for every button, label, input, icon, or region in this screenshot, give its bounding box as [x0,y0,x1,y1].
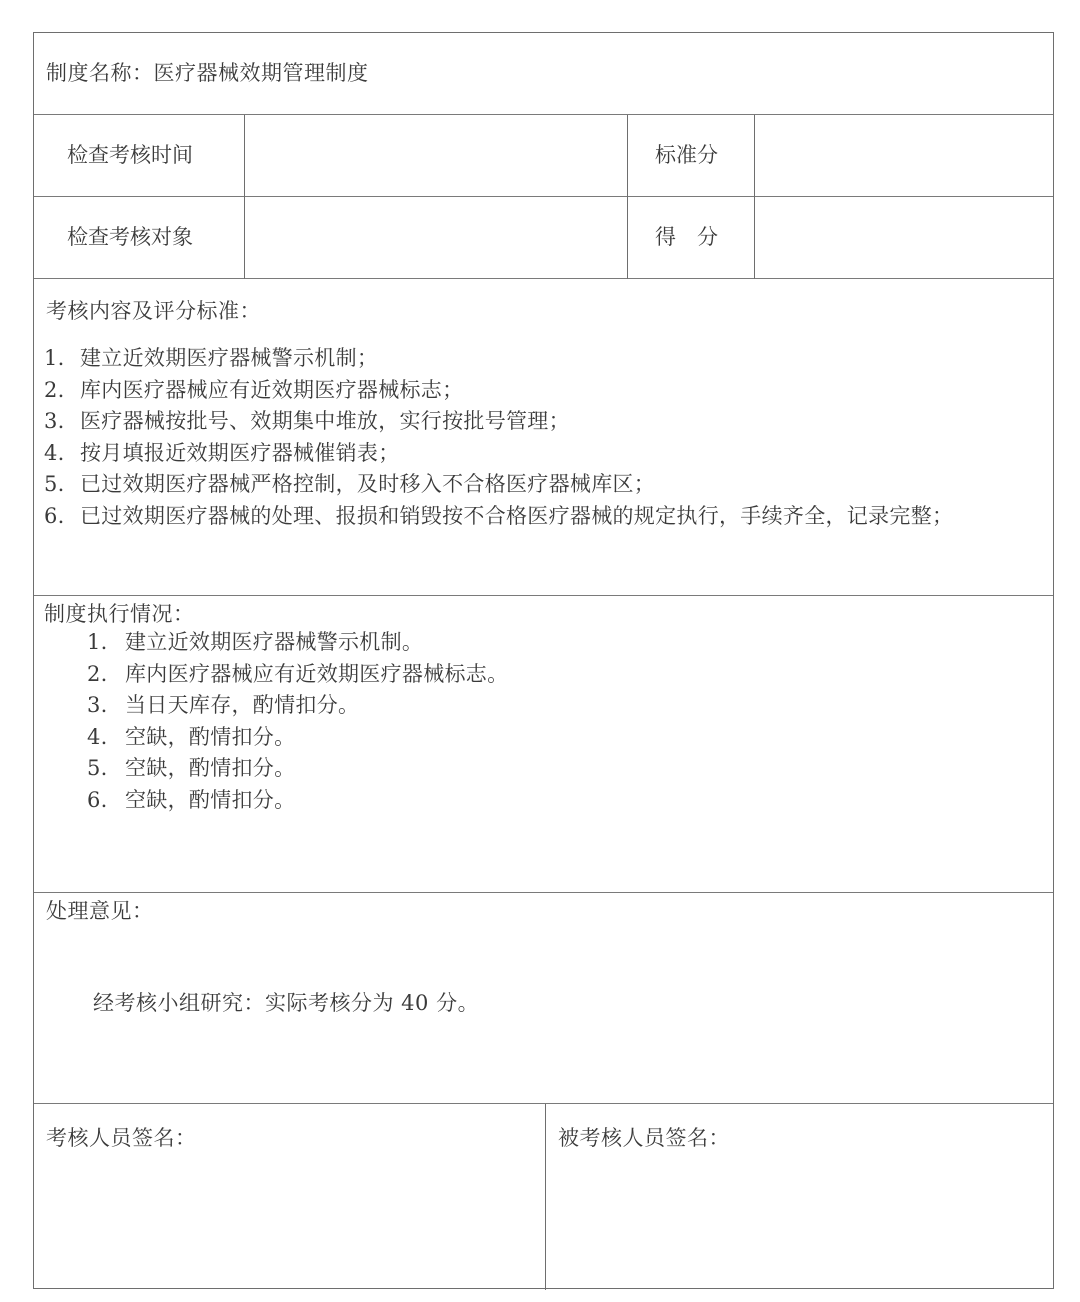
list-item: 5. 空缺，酌情扣分。 [87,756,296,781]
divider [244,115,245,279]
divider [34,196,1053,197]
opinion-heading: 处理意见： [46,899,154,923]
execution-heading: 制度执行情况： [44,602,195,626]
list-item: 6. 已过效期医疗器械的处理、报损和销毁按不合格医疗器械的规定执行，手续齐全，记录完整； [44,503,954,528]
standard-score-field[interactable] [756,116,1054,196]
inspection-target-field[interactable] [246,198,628,278]
divider [545,1104,546,1290]
divider [34,114,1053,115]
obtained-score-field[interactable] [756,198,1054,278]
list-item: 6. 空缺，酌情扣分。 [87,787,296,812]
divider [34,595,1053,596]
execution-list [87,627,508,817]
divider [34,1103,1053,1104]
inspection-form [33,32,1054,1289]
list-item: 5. 已过效期医疗器械严格控制，及时移入不合格医疗器械库区； [44,472,656,497]
title-label: 制度名称： [46,61,154,85]
standard-score-label: 标准分 [655,143,718,167]
examiner-signature-label: 考核人员签名： [46,1126,197,1150]
inspection-time-field[interactable] [246,116,628,196]
list-item: 1. 建立近效期医疗器械警示机制； [44,346,379,370]
inspection-target-label: 检查考核对象 [67,225,193,249]
list-item: 2. 库内医疗器械应有近效期医疗器械标志； [44,377,464,402]
examinee-signature-field[interactable] [549,1158,1051,1286]
divider [34,278,1053,279]
list-item: 4. 按月填报近效期医疗器械催销表； [44,440,400,465]
inspection-time-label: 检查考核时间 [67,143,193,167]
divider [627,115,628,279]
criteria-list [44,343,953,533]
list-item: 2. 库内医疗器械应有近效期医疗器械标志。 [87,661,509,686]
divider [754,115,755,279]
examiner-signature-field[interactable] [36,1158,541,1286]
obtained-score-label: 得 分 [655,225,718,249]
list-item: 3. 医疗器械按批号、效期集中堆放，实行按批号管理； [44,409,570,434]
list-item: 3. 当日天库存，酌情扣分。 [87,693,360,718]
title-value: 医疗器械效期管理制度 [153,61,369,85]
list-item: 1. 建立近效期医疗器械警示机制。 [87,630,424,654]
form-title [46,63,369,84]
examinee-signature-label: 被考核人员签名： [558,1126,730,1150]
criteria-heading: 考核内容及评分标准： [46,299,261,323]
divider [34,892,1053,893]
opinion-text: 经考核小组研究：实际考核分为 40 分。 [93,991,480,1015]
list-item: 4. 空缺，酌情扣分。 [87,724,296,749]
